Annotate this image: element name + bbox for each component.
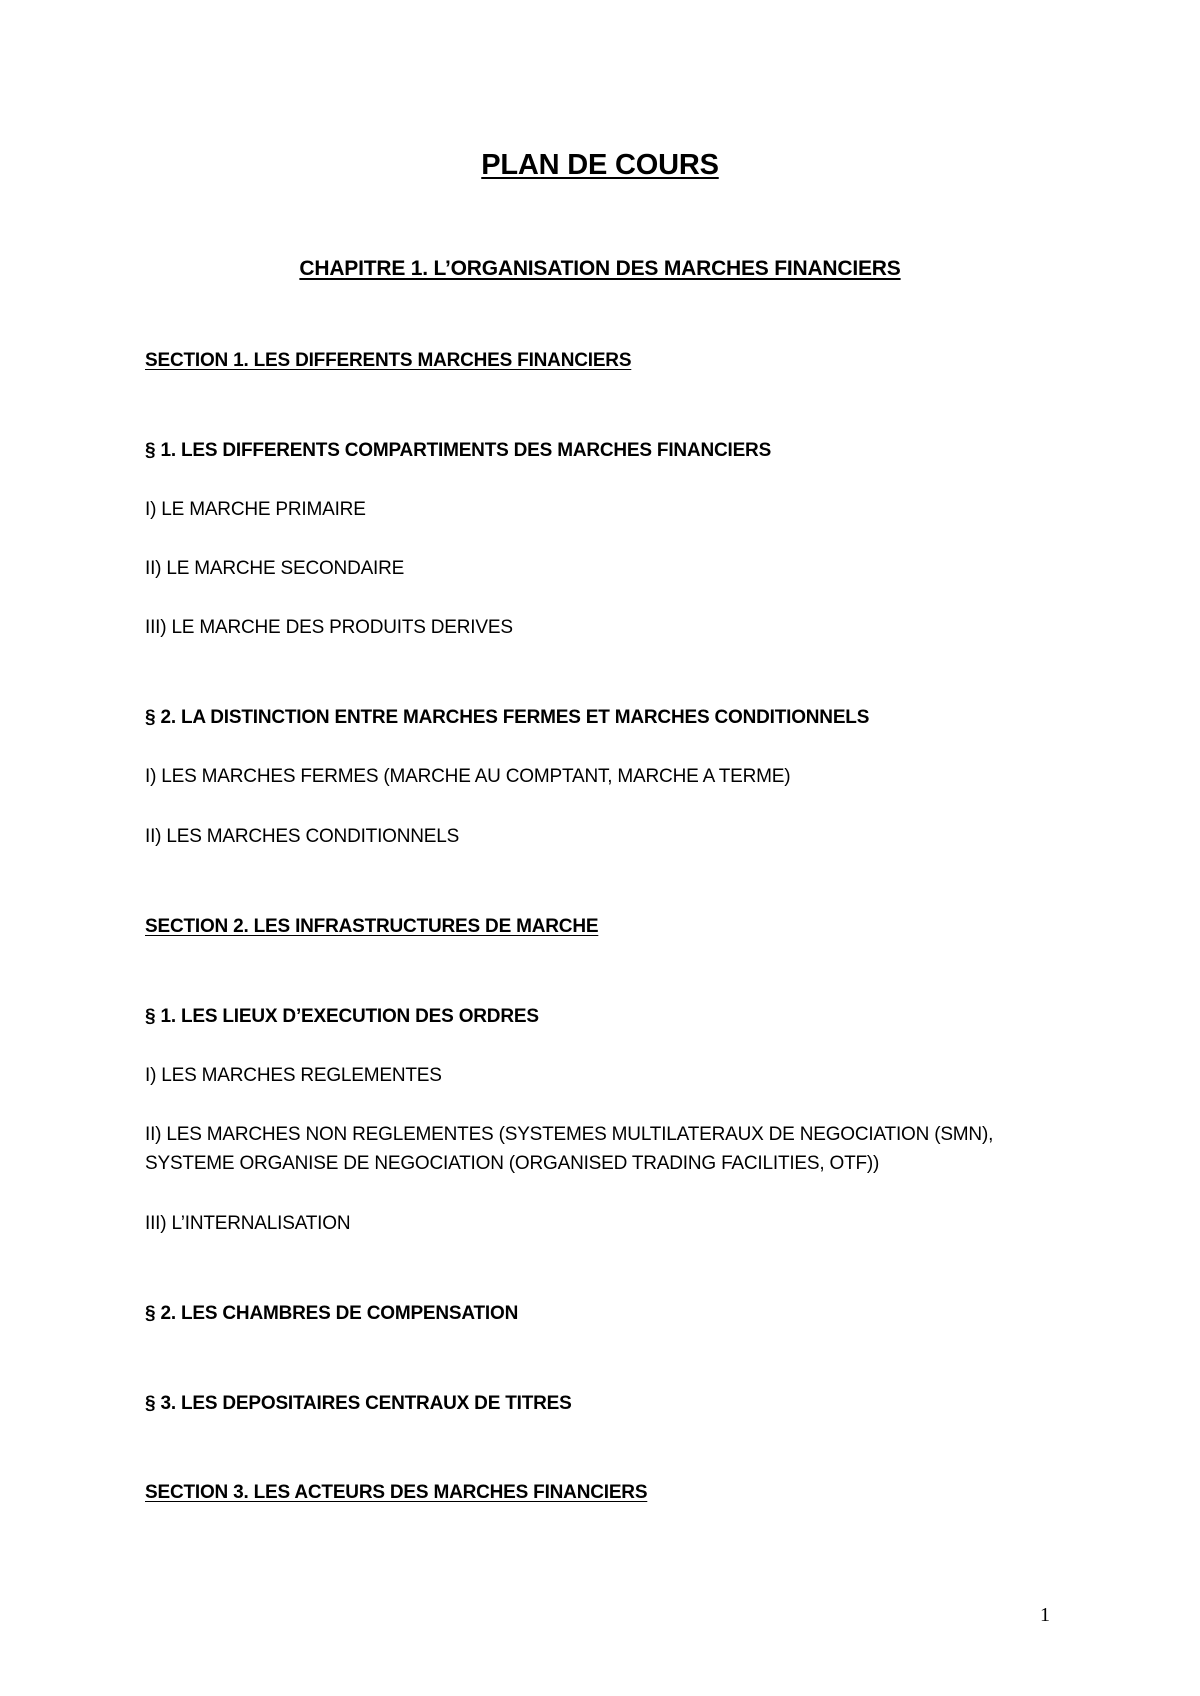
section-1-paragraph-1-item-2: II) LE MARCHE SECONDAIRE xyxy=(145,558,405,579)
section-2-paragraph-1-heading: § 1. LES LIEUX D’EXECUTION DES ORDRES xyxy=(145,1006,539,1027)
section-2-paragraph-1-item-2-continued: SYSTEME ORGANISE DE NEGOCIATION (ORGANISED TRADING FACILITIES, OTF)) xyxy=(145,1153,880,1174)
document-title: PLAN DE COURS xyxy=(481,149,719,181)
page-number: 1 xyxy=(1040,1604,1050,1626)
section-1-paragraph-1-item-1: I) LE MARCHE PRIMAIRE xyxy=(145,499,366,520)
section-2-paragraph-1-item-3: III) L’INTERNALISATION xyxy=(145,1213,351,1234)
section-1-heading: SECTION 1. LES DIFFERENTS MARCHES FINANCIERS xyxy=(145,350,632,371)
section-1-paragraph-1-item-3: III) LE MARCHE DES PRODUITS DERIVES xyxy=(145,617,513,638)
chapter-heading: CHAPITRE 1. L’ORGANISATION DES MARCHES FINANCIERS xyxy=(299,257,901,280)
section-1-paragraph-2-heading: § 2. LA DISTINCTION ENTRE MARCHES FERMES ET MARCHES CONDITIONNELS xyxy=(145,707,870,728)
section-1-paragraph-2-item-1: I) LES MARCHES FERMES (MARCHE AU COMPTANT, MARCHE A TERME) xyxy=(145,766,791,787)
section-3-heading: SECTION 3. LES ACTEURS DES MARCHES FINANCIERS xyxy=(145,1482,648,1503)
section-2-paragraph-1-item-1: I) LES MARCHES REGLEMENTES xyxy=(145,1065,442,1086)
section-2-paragraph-2-heading: § 2. LES CHAMBRES DE COMPENSATION xyxy=(145,1303,519,1324)
section-2-paragraph-3-heading: § 3. LES DEPOSITAIRES CENTRAUX DE TITRES xyxy=(145,1393,572,1414)
section-2-paragraph-1-item-2: II) LES MARCHES NON REGLEMENTES (SYSTEMES MULTILATERAUX DE NEGOCIATION (SMN), xyxy=(145,1124,994,1145)
section-1-paragraph-1-heading: § 1. LES DIFFERENTS COMPARTIMENTS DES MARCHES FINANCIERS xyxy=(145,440,772,461)
section-2-heading: SECTION 2. LES INFRASTRUCTURES DE MARCHE xyxy=(145,916,599,937)
section-1-paragraph-2-item-2: II) LES MARCHES CONDITIONNELS xyxy=(145,826,460,847)
